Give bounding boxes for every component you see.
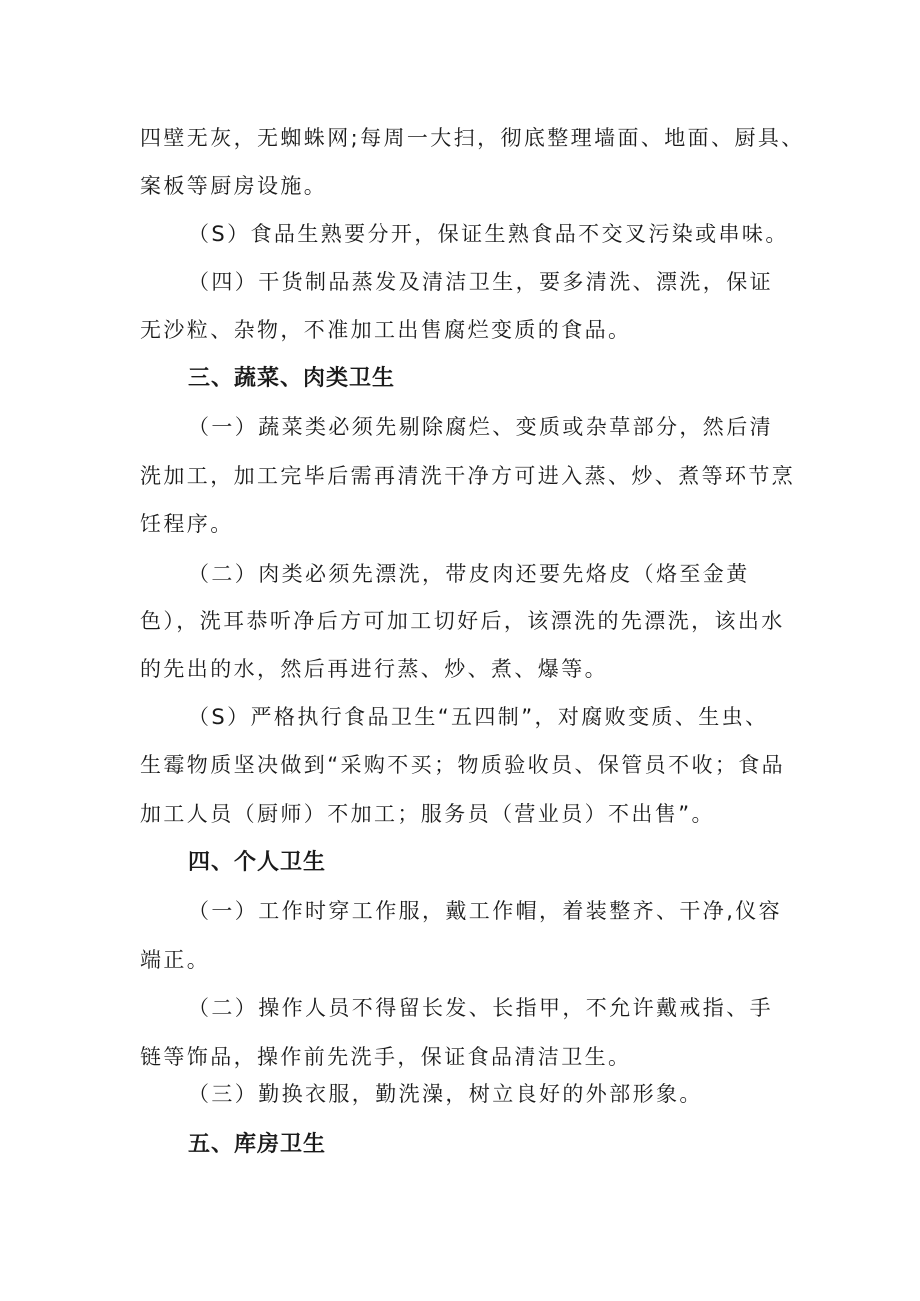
paragraph-line: 饪程序。 (140, 512, 234, 536)
paragraph-line: 生霉物质坚决做到“采购不买；物质验收员、保管员不收；食品 (140, 753, 786, 777)
paragraph-line: （三）勤换衣服，勤洗澡，树立良好的外部形象。 (188, 1082, 703, 1106)
paragraph-line: （一）工作时穿工作服，戴工作帽，着装整齐、干净,仪容 (188, 899, 783, 923)
section-heading: 四、个人卫生 (188, 850, 327, 875)
paragraph-line: 四壁无灰，无蜘蛛网;每周一大扫，彻底整理墙面、地面、厨具、 (140, 126, 805, 150)
section-heading: 五、库房卫生 (188, 1132, 327, 1157)
paragraph-line: 洗加工，加工完毕后需再清洗干净方可进入蒸、炒、煮等环节烹 (140, 464, 796, 488)
paragraph-line: （二）操作人员不得留长发、长指甲，不允许戴戒指、手 (188, 996, 773, 1020)
paragraph-line: （S）严格执行食品卫生“五四制”，对腐败变质、生虫、 (188, 705, 769, 729)
paragraph-line: 加工人员（厨师）不加工；服务员（营业员）不出售”。 (140, 802, 715, 826)
paragraph-line: （S）食品生熟要分开，保证生熟食品不交叉污染或串味。 (188, 222, 789, 246)
paragraph-line: 无沙粒、杂物，不准加工出售腐烂变质的食品。 (140, 318, 632, 342)
paragraph-line: 的先出的水，然后再进行蒸、炒、煮、爆等。 (140, 657, 608, 681)
paragraph-line: 链等饰品，操作前先洗手，保证食品清洁卫生。 (140, 1045, 632, 1069)
paragraph-line: （四）干货制品蒸发及清洁卫生，要多清洗、漂洗，保证 (188, 270, 773, 294)
paragraph-line: （二）肉类必须先漂洗，带皮肉还要先烙皮（烙至金黄 (188, 562, 750, 586)
paragraph-line: 端正。 (140, 948, 211, 972)
paragraph-line: 色），洗耳恭听净后方可加工切好后，该漂洗的先漂洗，该出水 (140, 609, 785, 633)
paragraph-line: （一）蔬菜类必须先剔除腐烂、变质或杂草部分，然后清 (188, 415, 773, 439)
paragraph-line: 案板等厨房设施。 (140, 174, 328, 198)
section-heading: 三、蔬菜、肉类卫生 (188, 366, 396, 391)
